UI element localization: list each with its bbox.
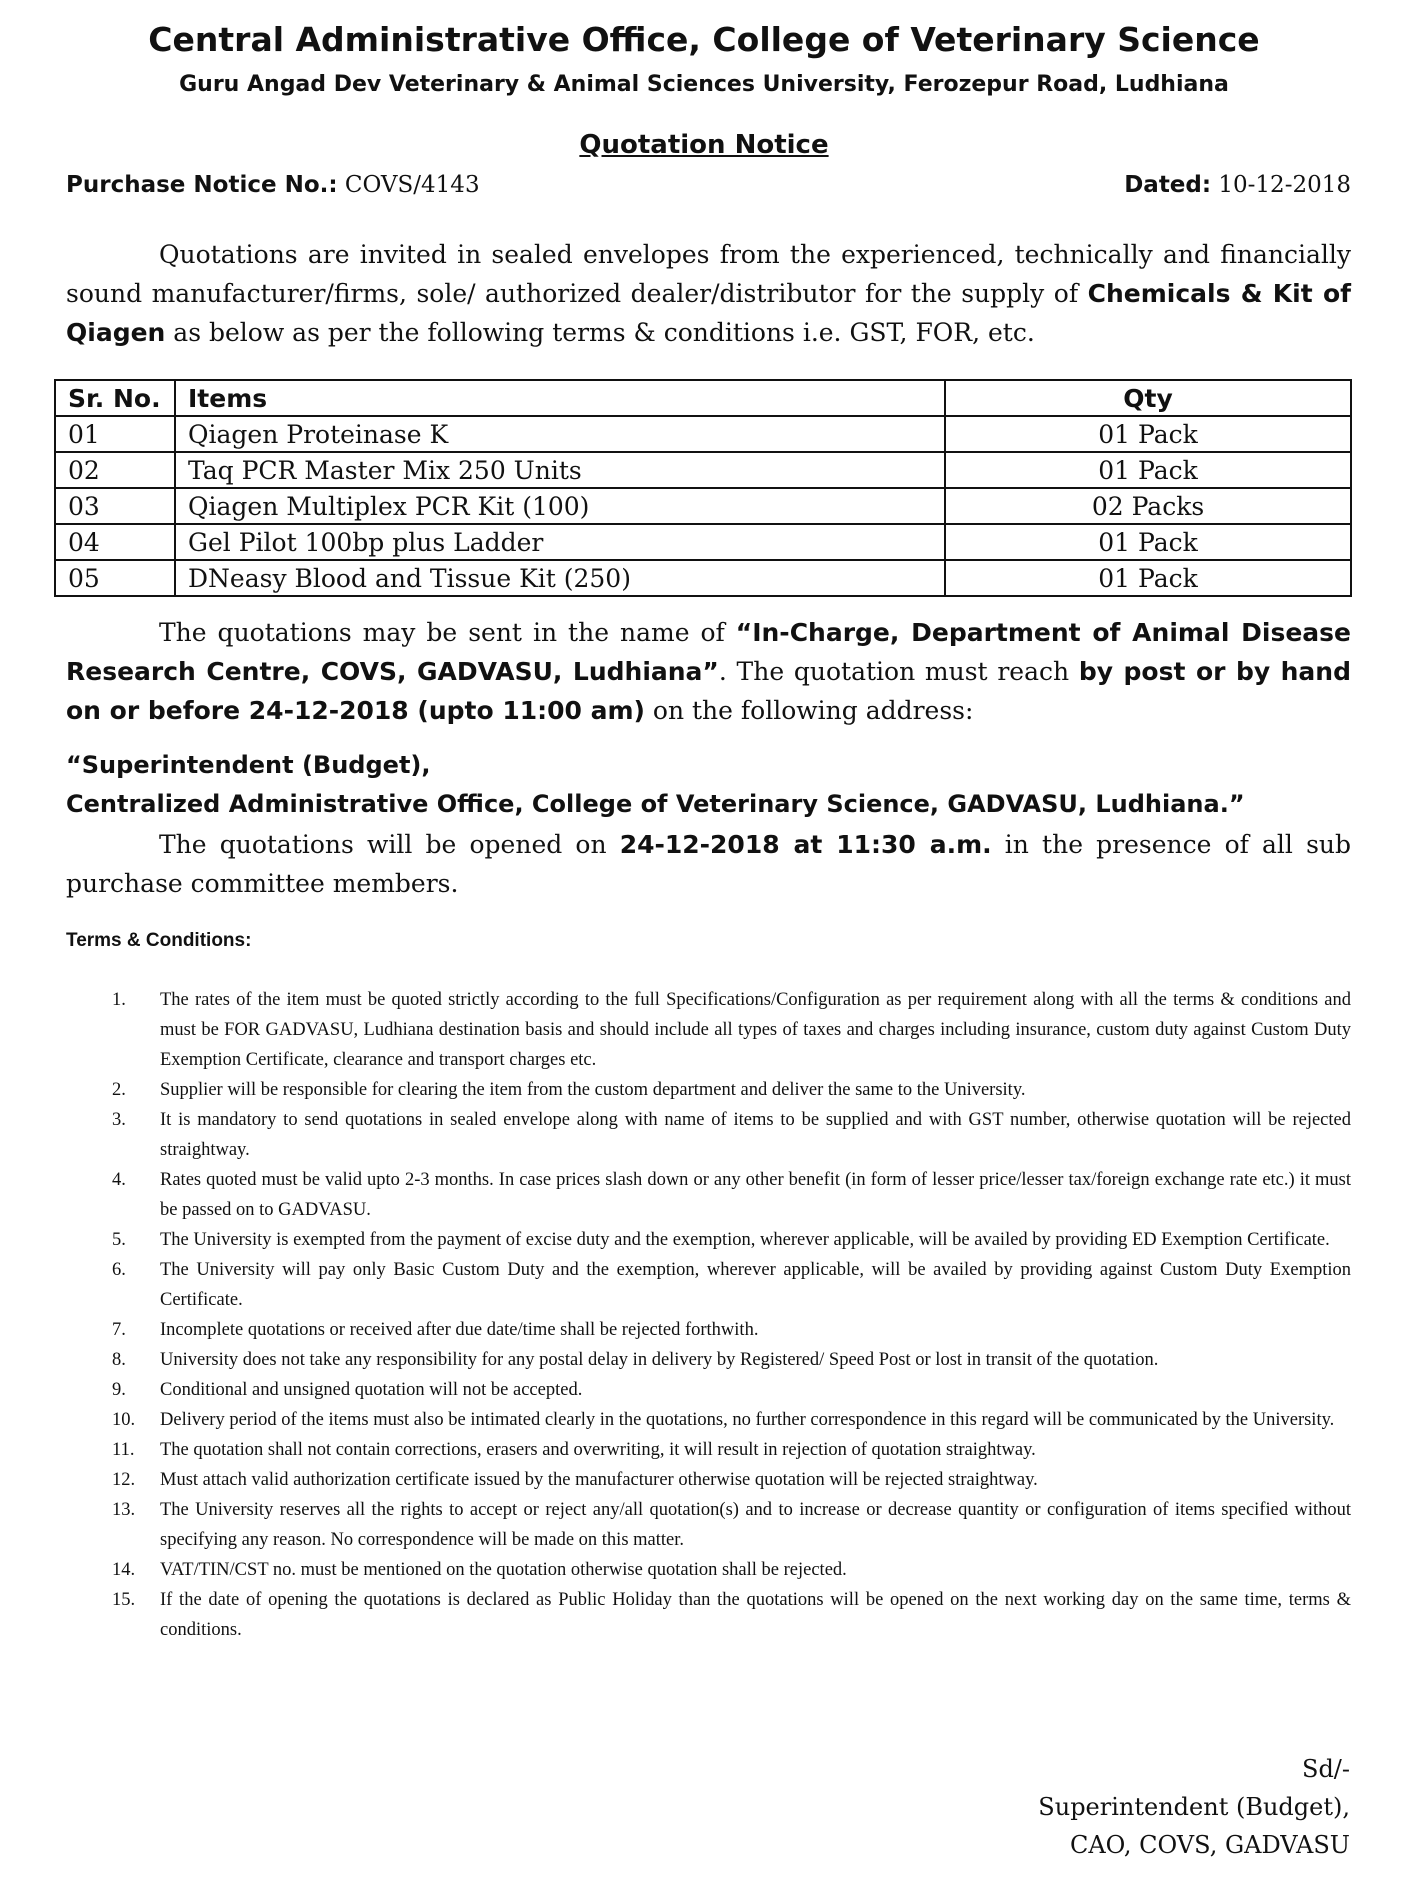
cell-item: DNeasy Blood and Tissue Kit (250) <box>175 560 945 596</box>
terms-item-number: 6. <box>112 1260 126 1280</box>
terms-item-text: The rates of the item must be quoted strictly according to the full Specifications/Configuration as per requirement along with all the terms & conditions and must be FOR GADVASU, Ludhiana destination basis and should include all types of taxes and charges including insurance, custom duty against Custom Duty Exemption Certificate, clearance and transport charges etc. <box>160 990 1351 1070</box>
notice-info-line <box>66 172 1351 198</box>
notice-date-value: 10-12-2018 <box>1218 172 1351 198</box>
university-heading: Guru Angad Dev Veterinary & Animal Sciences University, Ferozepur Road, Ludhiana <box>179 72 1229 97</box>
terms-item-text: Conditional and unsigned quotation will not be accepted. <box>160 1380 583 1400</box>
submission-bold-1: “In-Charge, Department of Animal Disease Research Centre, COVS, GADVASU, Ludhiana” <box>66 618 1351 686</box>
table-row <box>55 416 1351 452</box>
intro-text-2: as below as per the following terms & conditions i.e. GST, FOR, etc. <box>165 318 1035 347</box>
terms-item-text: Delivery period of the items must also be intimated clearly in the quotations, no further correspondence in this regard will be communicated by the University. <box>160 1410 1335 1430</box>
office-heading: Central Administrative Office, College of Veterinary Science <box>148 20 1260 59</box>
cell-item: Taq PCR Master Mix 250 Units <box>175 452 945 488</box>
cell-sr: 02 <box>55 452 175 488</box>
table-row <box>55 524 1351 560</box>
terms-item-number: 11. <box>112 1440 135 1460</box>
address-line-1: “Superintendent (Budget), <box>66 751 431 779</box>
submission-paragraph <box>66 613 1351 730</box>
signature-office: CAO, COVS, GADVASU <box>1069 1831 1350 1859</box>
terms-item-text: The quotation shall not contain corrections, erasers and overwriting, it will result in rejection of quotation straightway. <box>160 1440 1036 1460</box>
table-row <box>55 488 1351 524</box>
terms-item-text: Must attach valid authorization certificate issued by the manufacturer otherwise quotation will be rejected straightway. <box>160 1470 1038 1490</box>
cell-qty: 01 Pack <box>945 452 1351 488</box>
header-qty: Qty <box>945 380 1351 416</box>
cell-item: Qiagen Multiplex PCR Kit (100) <box>175 488 945 524</box>
submission-bold-2: by post or by hand on or before 24-12-2018 (upto 11:00 am) <box>66 657 1351 725</box>
terms-item <box>66 1225 1351 1255</box>
opening-bold-1: 24-12-2018 at 11:30 a.m. <box>619 830 992 859</box>
table-row <box>55 560 1351 596</box>
terms-item-text: Supplier will be responsible for clearing the item from the custom department and deliver the same to the University. <box>160 1080 1026 1100</box>
terms-item-text: The University reserves all the rights to accept or reject any/all quotation(s) and to increase or decrease quantity or configuration of items specified without specifying any reason. No correspondence will be made on this matter. <box>160 1500 1351 1550</box>
cell-item: Gel Pilot 100bp plus Ladder <box>175 524 945 560</box>
terms-item-number: 5. <box>112 1230 126 1250</box>
intro-bold-1: Chemicals & Kit of Qiagen <box>66 279 1352 347</box>
terms-item <box>66 1405 1351 1435</box>
terms-item-number: 2. <box>112 1080 126 1100</box>
terms-item-number: 7. <box>112 1320 126 1340</box>
opening-paragraph <box>66 825 1351 903</box>
terms-item-number: 13. <box>112 1500 136 1520</box>
terms-item <box>66 985 1351 1075</box>
cell-qty: 01 Pack <box>945 524 1351 560</box>
notice-date-label: Dated: <box>1124 172 1212 198</box>
cell-sr: 04 <box>55 524 175 560</box>
terms-item-number: 9. <box>112 1380 126 1400</box>
terms-item-text: The University will pay only Basic Custom Duty and the exemption, wherever applicable, will be availed by providing against Custom Duty Exemption Certificate. <box>160 1260 1351 1310</box>
intro-text-1: Quotations are invited in sealed envelopes from the experienced, technically and financially sound manufacturer/firms, sole/ authorized dealer/distributor for the supply of <box>66 240 1351 308</box>
cell-sr: 03 <box>55 488 175 524</box>
cell-sr: 01 <box>55 416 175 452</box>
signature-block <box>1038 1750 1350 1864</box>
terms-item <box>66 1105 1351 1165</box>
address-line-2: Centralized Administrative Office, College of Veterinary Science, GADVASU, Ludhiana.” <box>66 790 1245 818</box>
opening-text-2: in the presence of all sub purchase committee members. <box>66 830 1352 898</box>
terms-item-text: Incomplete quotations or received after due date/time shall be rejected forthwith. <box>160 1320 759 1340</box>
notice-number-label: Purchase Notice No.: <box>66 172 338 198</box>
cell-qty: 01 Pack <box>945 416 1351 452</box>
terms-item-number: 8. <box>112 1350 126 1370</box>
opening-text-1: The quotations will be opened on <box>159 830 620 859</box>
notice-number-value: COVS/4143 <box>344 172 480 198</box>
cell-qty: 01 Pack <box>945 560 1351 596</box>
notice-title: Quotation Notice <box>579 130 829 160</box>
terms-item <box>66 1255 1351 1315</box>
cell-sr: 05 <box>55 560 175 596</box>
signature-title: Superintendent (Budget), <box>1038 1793 1350 1821</box>
notice-date <box>1124 172 1351 198</box>
submission-text-3: on the following address: <box>644 696 974 725</box>
terms-item <box>66 1435 1351 1465</box>
terms-item-text: It is mandatory to send quotations in sealed envelope along with name of items to be supplied and with GST number, otherwise quotation will be rejected straightway. <box>160 1110 1351 1160</box>
cell-qty: 02 Packs <box>945 488 1351 524</box>
submission-text-1: The quotations may be sent in the name of <box>159 618 736 647</box>
terms-item-number: 15. <box>112 1590 136 1610</box>
intro-paragraph <box>66 235 1351 352</box>
terms-title: Terms & Conditions: <box>66 930 252 951</box>
terms-item-text: Rates quoted must be valid upto 2-3 months. In case prices slash down or any other benefit (in form of lesser price/lesser tax/foreign exchange rate etc.) it must be passed on to GADVASU. <box>160 1170 1351 1220</box>
terms-list <box>66 985 1351 1645</box>
terms-item-number: 3. <box>112 1110 126 1130</box>
terms-item-text: VAT/TIN/CST no. must be mentioned on the quotation otherwise quotation shall be rejected. <box>160 1560 847 1580</box>
terms-item <box>66 1315 1351 1345</box>
terms-item <box>66 1555 1351 1585</box>
items-table <box>54 379 1352 597</box>
terms-item-number: 4. <box>112 1170 126 1190</box>
terms-item <box>66 1495 1351 1555</box>
cell-item: Qiagen Proteinase K <box>175 416 945 452</box>
header-sr-no: Sr. No. <box>55 380 175 416</box>
terms-item <box>66 1075 1351 1105</box>
terms-item <box>66 1375 1351 1405</box>
terms-item-text: The University is exempted from the payment of excise duty and the exemption, wherever applicable, will be availed by providing ED Exemption Certificate. <box>160 1230 1330 1250</box>
terms-item-text: University does not take any responsibility for any postal delay in delivery by Registered/ Speed Post or lost in transit of the quotation. <box>160 1350 1159 1370</box>
table-row <box>55 452 1351 488</box>
signature-sd: Sd/- <box>1302 1755 1350 1783</box>
terms-item-number: 14. <box>112 1560 136 1580</box>
terms-item <box>66 1465 1351 1495</box>
terms-item-text: If the date of opening the quotations is declared as Public Holiday than the quotations will be opened on the next working day on the same time, terms & conditions. <box>160 1590 1351 1640</box>
terms-item <box>66 1165 1351 1225</box>
terms-item-number: 1. <box>112 990 126 1010</box>
terms-item-number: 12. <box>112 1470 136 1490</box>
table-header-row <box>55 380 1351 416</box>
header-items: Items <box>175 380 945 416</box>
submission-text-2: . The quotation must reach <box>718 657 1079 686</box>
terms-item <box>66 1345 1351 1375</box>
terms-item <box>66 1585 1351 1645</box>
terms-item-number: 10. <box>112 1410 136 1430</box>
